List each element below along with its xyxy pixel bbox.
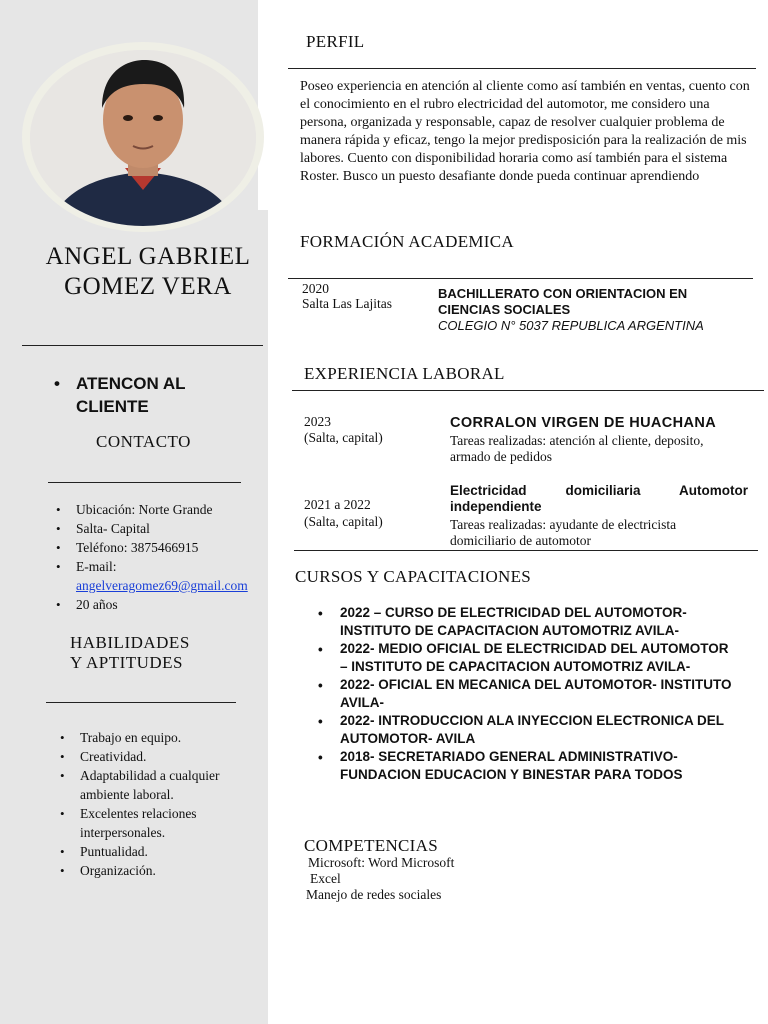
education-divider <box>288 278 753 279</box>
job-place: (Salta, capital) <box>304 430 383 445</box>
skill-item: • Puntualidad. <box>60 842 255 861</box>
person-avatar-icon <box>30 50 256 226</box>
job-year: 2023 <box>304 414 331 429</box>
name-line-1: ANGEL GABRIEL <box>45 243 251 270</box>
experience-bottom-divider <box>294 550 758 551</box>
experience-divider <box>292 390 764 391</box>
contact-age: • 20 años <box>56 595 266 614</box>
perfil-title: PERFIL <box>306 32 365 51</box>
course-item: • 2022- OFICIAL EN MECANICA DEL AUTOMOTOR- INSTITUTO AVILA- <box>318 676 738 712</box>
course-item: • 2022 – CURSO DE ELECTRICIDAD DEL AUTOMOTOR- INSTITUTO DE CAPACITACION AUTOMOTRIZ AVILA- <box>318 604 738 640</box>
competencia-line: Manejo de redes sociales <box>306 887 442 902</box>
job-tasks: Tareas realizadas: atención al cliente, deposito, armado de pedidos <box>450 433 704 464</box>
skills-title-line-2: Y APTITUDES <box>70 653 184 672</box>
highlight-skill-text: ATENCON AL CLIENTE <box>76 374 186 416</box>
skills-divider <box>46 702 236 703</box>
perfil-divider <box>288 68 756 69</box>
experience-title: EXPERIENCIA LABORAL <box>304 364 505 383</box>
perfil-text: Poseo experiencia en atención al cliente como así también en ventas, cuento con el conocimiento en el rubro electricidad del automotor, me considero una persona, organizada y responsable, capaz de resolver cualquier problema de manera rápida y eficaz, tengo la mejor predisposición para la realización de mis labores. Cuento con disponibilidad horaria como así también para el sistema Roster. Busco un puesto desafiante donde pueda continuar aprendiendo <box>300 79 750 184</box>
skill-item: • Adaptabilidad a cualquier ambiente laboral. <box>60 766 255 804</box>
skills-list <box>60 728 255 880</box>
job-company-text: Electricidad domiciliaria Automotor independiente <box>450 483 748 514</box>
course-item: • 2022- MEDIO OFICIAL DE ELECTRICIDAD DEL AUTOMOTOR – INSTITUTO DE CAPACITACION AUTOMOTRIZ AVILA- <box>318 640 738 676</box>
skills-title-line-1: HABILIDADES <box>70 633 190 652</box>
contact-title: CONTACTO <box>96 432 191 451</box>
course-item: • 2022- INTRODUCCION ALA INYECCION ELECTRONICA DEL AUTOMOTOR- AVILA <box>318 712 738 748</box>
job-company <box>450 483 748 515</box>
skill-item: • Organización. <box>60 861 255 880</box>
education-place: Salta Las Lajitas <box>302 296 392 311</box>
competencia-line: Microsoft: Word Microsoft <box>308 855 455 870</box>
contact-location: • Ubicación: Norte Grande <box>56 500 266 519</box>
job-tasks: Tareas realizadas: ayudante de electricista domiciliario de automotor <box>450 517 677 548</box>
education-year: 2020 <box>302 281 329 296</box>
skill-item: • Excelentes relaciones interpersonales. <box>60 804 255 842</box>
competencias-title: COMPETENCIAS <box>304 836 438 855</box>
contact-email-item <box>56 557 266 595</box>
competencia-line: Excel <box>310 871 341 886</box>
skill-item: • Trabajo en equipo. <box>60 728 255 747</box>
sidebar-background <box>0 210 268 1024</box>
name-line-2: GOMEZ VERA <box>64 273 232 300</box>
courses-title: CURSOS Y CAPACITACIONES <box>295 567 532 586</box>
contact-divider <box>48 482 241 483</box>
courses-list <box>318 604 738 784</box>
skill-item: • Creatividad. <box>60 747 255 766</box>
job-company: CORRALON VIRGEN DE HUACHANA <box>450 415 717 431</box>
candidate-name <box>20 242 276 302</box>
contact-city: • Salta- Capital <box>56 519 266 538</box>
bullet-icon: • <box>54 374 60 393</box>
contact-list <box>56 500 266 614</box>
contact-phone: • Teléfono: 3875466915 <box>56 538 266 557</box>
name-divider <box>22 345 263 346</box>
education-degree: BACHILLERATO CON ORIENTACION EN CIENCIAS SOCIALES <box>438 286 688 317</box>
email-label: E-mail: <box>76 559 117 574</box>
education-school: COLEGIO N° 5037 REPUBLICA ARGENTINA <box>438 318 704 333</box>
profile-photo <box>30 50 256 226</box>
course-item: • 2018- SECRETARIADO GENERAL ADMINISTRATIVO- FUNDACION EDUCACION Y BINESTAR PARA TODOS <box>318 748 738 784</box>
job-place: (Salta, capital) <box>304 514 383 529</box>
skills-title <box>70 633 190 673</box>
job-year: 2021 a 2022 <box>304 497 371 512</box>
education-title: FORMACIÓN ACADEMICA <box>300 232 514 251</box>
email-link[interactable]: angelveragomez69@gmail.com <box>76 578 248 593</box>
